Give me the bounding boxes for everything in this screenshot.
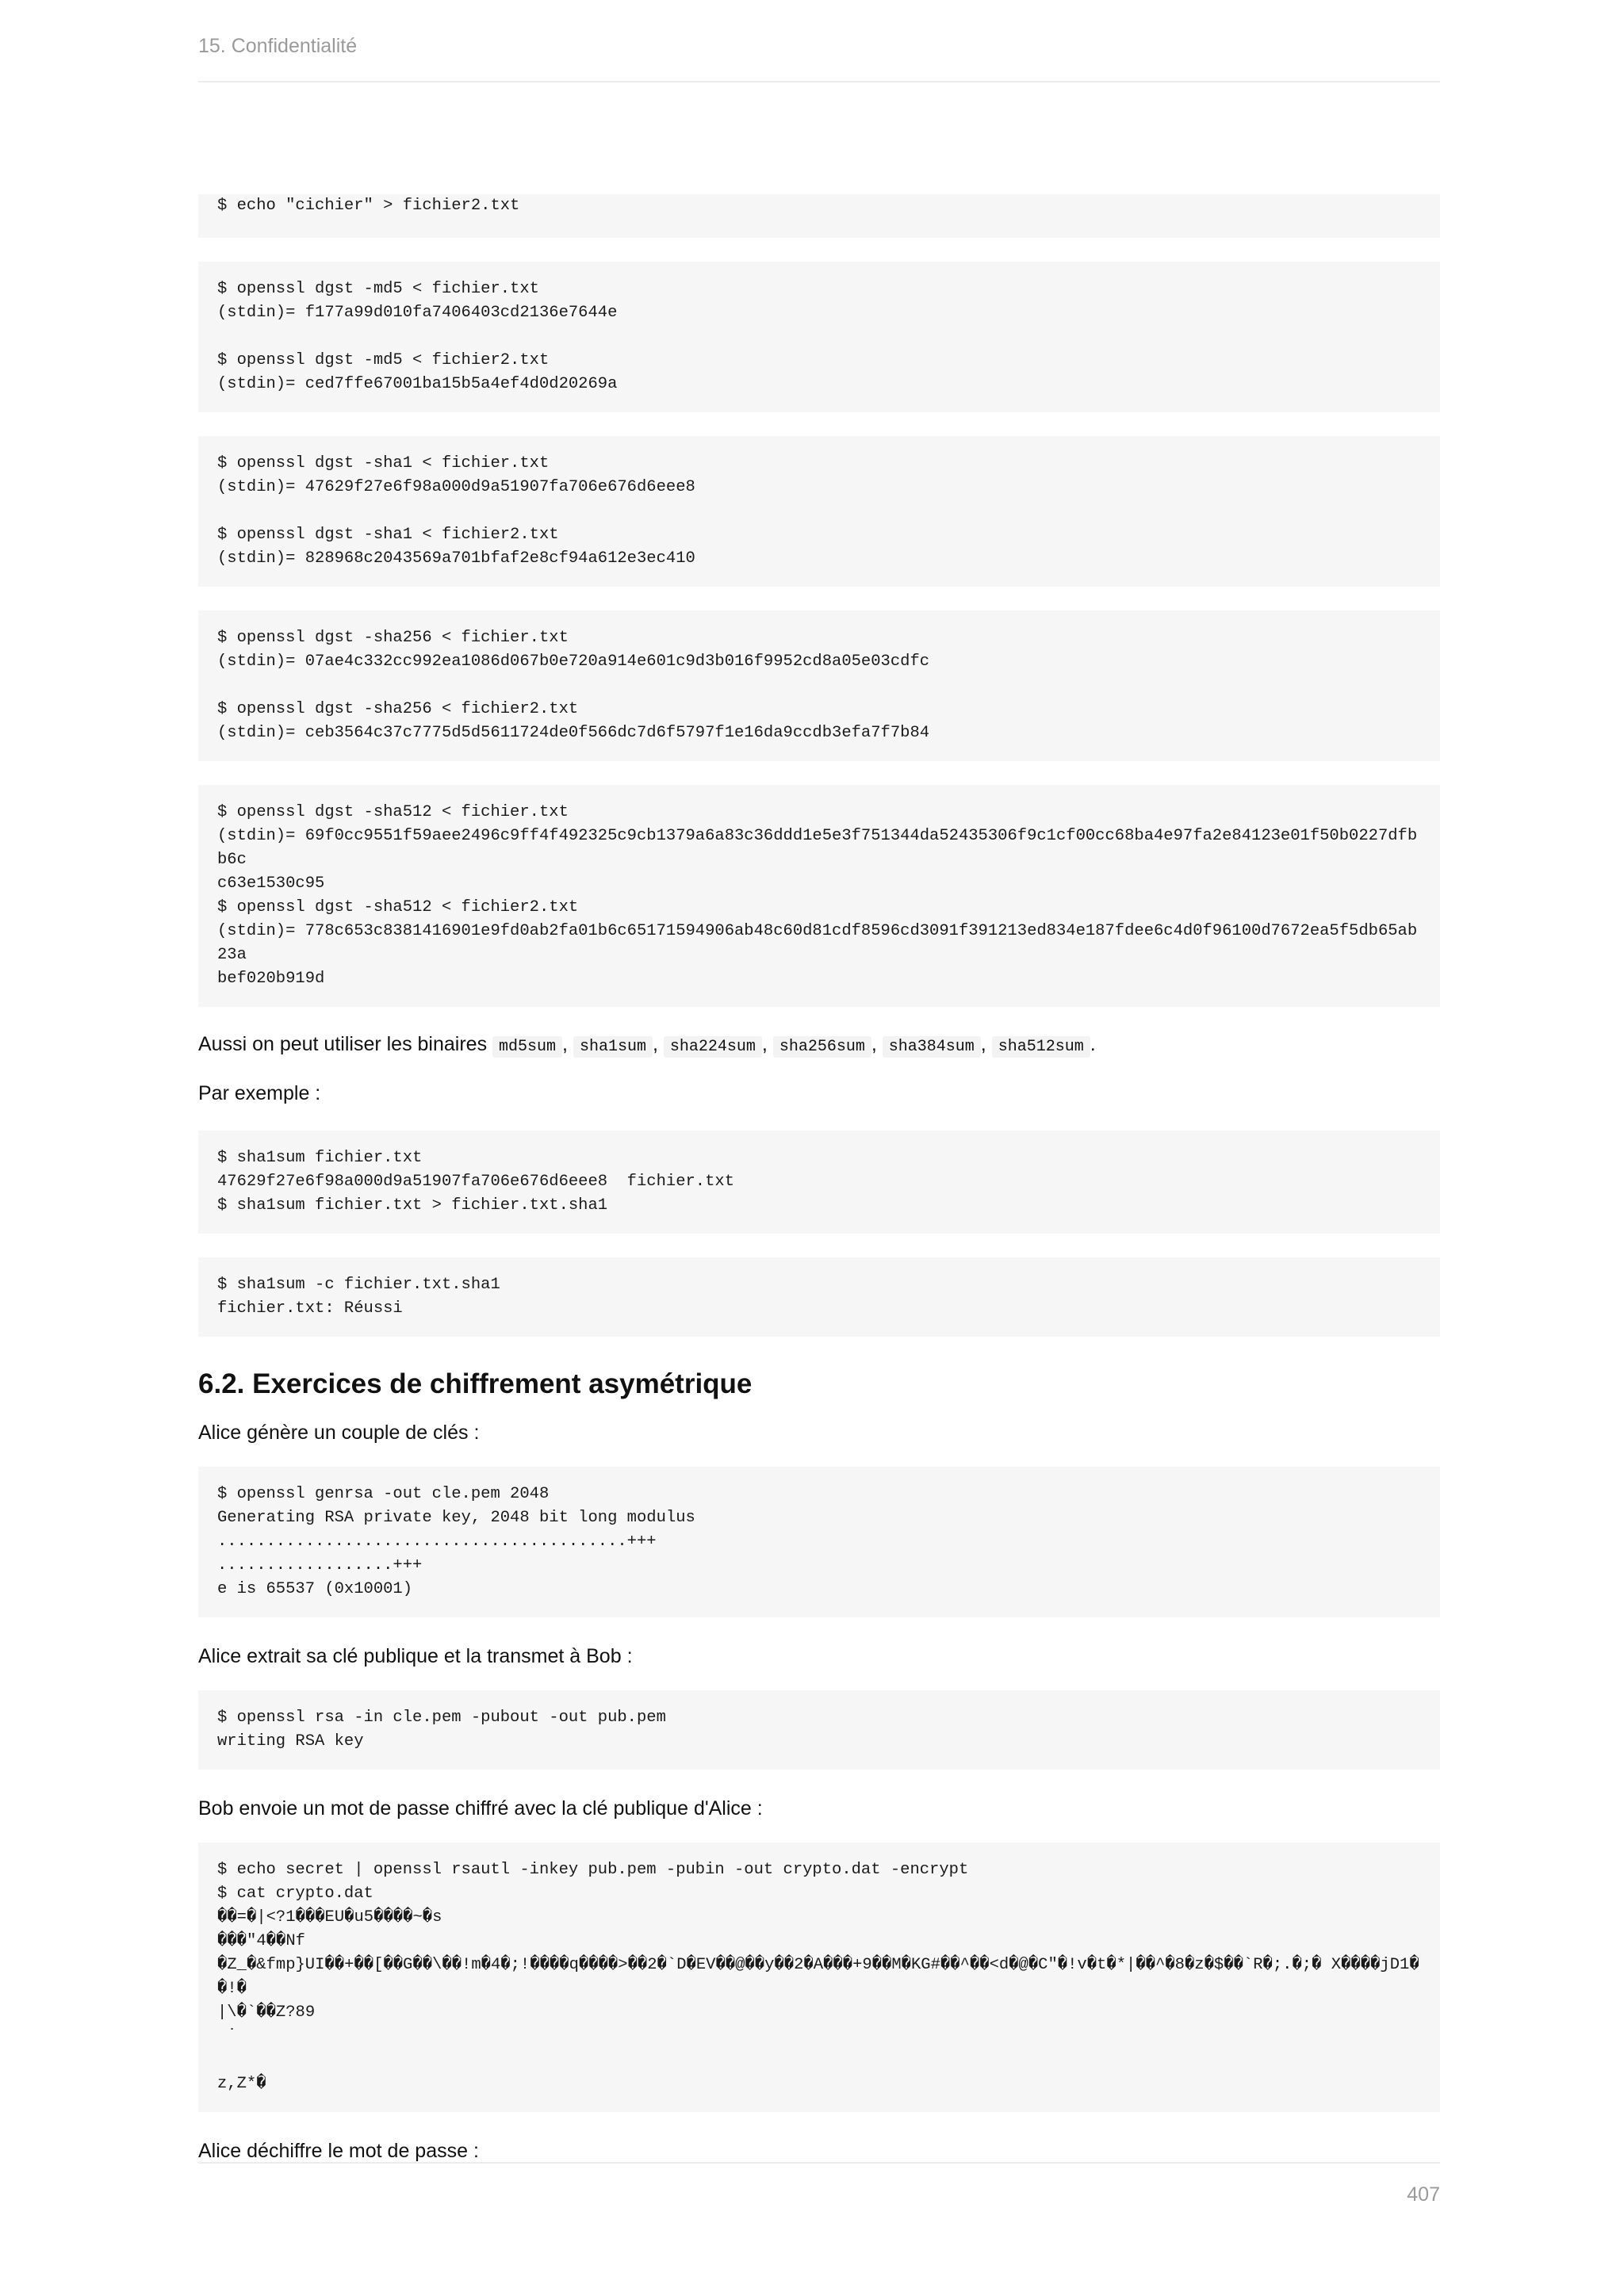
example-paragraph: Par exemple : xyxy=(198,1082,321,1104)
code-block-sha1: $ openssl dgst -sha1 < fichier.txt (stdin)= 47629f27e6f98a000d9a51907fa706e676d6eee8 $ openssl dgst -sha1 < fichier2.txt (stdin)= 828968c2043569a701bfaf2e8cf94a612e3ec410 xyxy=(198,436,1440,587)
inline-code-sha1sum: sha1sum xyxy=(573,1036,653,1058)
code-block-genrsa: $ openssl genrsa -out cle.pem 2048 Generating RSA private key, 2048 bit long modulus ..........................................+++ ..................+++ e is 65537 (0x10001) xyxy=(198,1467,1440,1617)
code-block-sha512: $ openssl dgst -sha512 < fichier.txt (stdin)= 69f0cc9551f59aee2496c9ff4f492325c9cb1379a6a83c36ddd1e5e3f751344da52435306f9c1cf00cc68ba4e97fa2e84123e01f50b0227dfbb6c c63e1530c95 $ openssl dgst -sha512 < fichier2.txt (stdin)= 778c653c8381416901e9fd0ab2fa01b6c65171594906ab48c60d81cdf8596cd3091f391213ed834e187fdee6c4d0f96100d7672ea5f5db65ab23a bef020b919d xyxy=(198,785,1440,1007)
inline-code-sha224sum: sha224sum xyxy=(664,1036,762,1058)
alice-pub-paragraph: Alice extrait sa clé publique et la transmet à Bob : xyxy=(198,1645,633,1667)
code-block-sha1sum-check: $ sha1sum -c fichier.txt.sha1 fichier.txt: Réussi xyxy=(198,1257,1440,1337)
inline-code-sha256sum: sha256sum xyxy=(773,1036,871,1058)
inline-code-sha512sum: sha512sum xyxy=(992,1036,1090,1058)
separator: , xyxy=(562,1033,568,1055)
code-block-echo: $ echo "cichier" > fichier2.txt xyxy=(198,194,1440,238)
code-block-md5: $ openssl dgst -md5 < fichier.txt (stdin)= f177a99d010fa7406403cd2136e7644e $ openssl dgst -md5 < fichier2.txt (stdin)= ced7ffe67001ba15b5a4ef4d0d20269a xyxy=(198,262,1440,412)
code-block-encrypt: $ echo secret | openssl rsautl -inkey pub.pem -pubin -out crypto.dat -encrypt $ cat crypto.dat ��=�|<?1���EU�u5����~�s ���"4��Nf �Z_�&fmp}UI��+��[��G��\��!m�4�;!����q����>��2�`D�EV��@��y��2�A���+9��M�KG#��^��<d�@�C"�!v�t�*|��^�8�z�$��`R�;.�;� X����jD1��!� |\�`��Z?89 ˙ z,Z*� xyxy=(198,1843,1440,2112)
period: . xyxy=(1090,1033,1096,1055)
header-divider xyxy=(198,81,1440,82)
binaries-paragraph xyxy=(198,1031,1440,1061)
bob-send-paragraph: Bob envoie un mot de passe chiffré avec la clé publique d'Alice : xyxy=(198,1797,763,1820)
alice-keys-paragraph: Alice génère un couple de clés : xyxy=(198,1422,480,1444)
page-content xyxy=(198,194,1440,2164)
footer-divider xyxy=(198,2162,1440,2164)
separator: , xyxy=(980,1033,986,1055)
separator: , xyxy=(761,1033,768,1055)
code-block-rsa-pubout: $ openssl rsa -in cle.pem -pubout -out pub.pem writing RSA key xyxy=(198,1690,1440,1770)
section-heading: 6.2. Exercices de chiffrement asymétrique xyxy=(198,1368,753,1399)
code-block-sha256: $ openssl dgst -sha256 < fichier.txt (stdin)= 07ae4c332cc992ea1086d067b0e720a914e601c9d3b016f9952cd8a05e03cdfc $ openssl dgst -sha256 < fichier2.txt (stdin)= ceb3564c37c7775d5d5611724de0f566dc7d6f5797f1e16da9ccdb3efa7f7b84 xyxy=(198,610,1440,761)
separator: , xyxy=(652,1033,658,1055)
running-header: 15. Confidentialité xyxy=(198,35,358,57)
separator: , xyxy=(871,1033,877,1055)
inline-code-md5sum: md5sum xyxy=(492,1036,562,1058)
page-number: 407 xyxy=(1407,2183,1440,2206)
alice-decrypt-paragraph: Alice déchiffre le mot de passe : xyxy=(198,2140,479,2162)
code-block-sha1sum: $ sha1sum fichier.txt 47629f27e6f98a000d9a51907fa706e676d6eee8 fichier.txt $ sha1sum fichier.txt > fichier.txt.sha1 xyxy=(198,1131,1440,1234)
inline-code-sha384sum: sha384sum xyxy=(883,1036,981,1058)
binaries-intro: Aussi on peut utiliser les binaires xyxy=(198,1033,488,1055)
